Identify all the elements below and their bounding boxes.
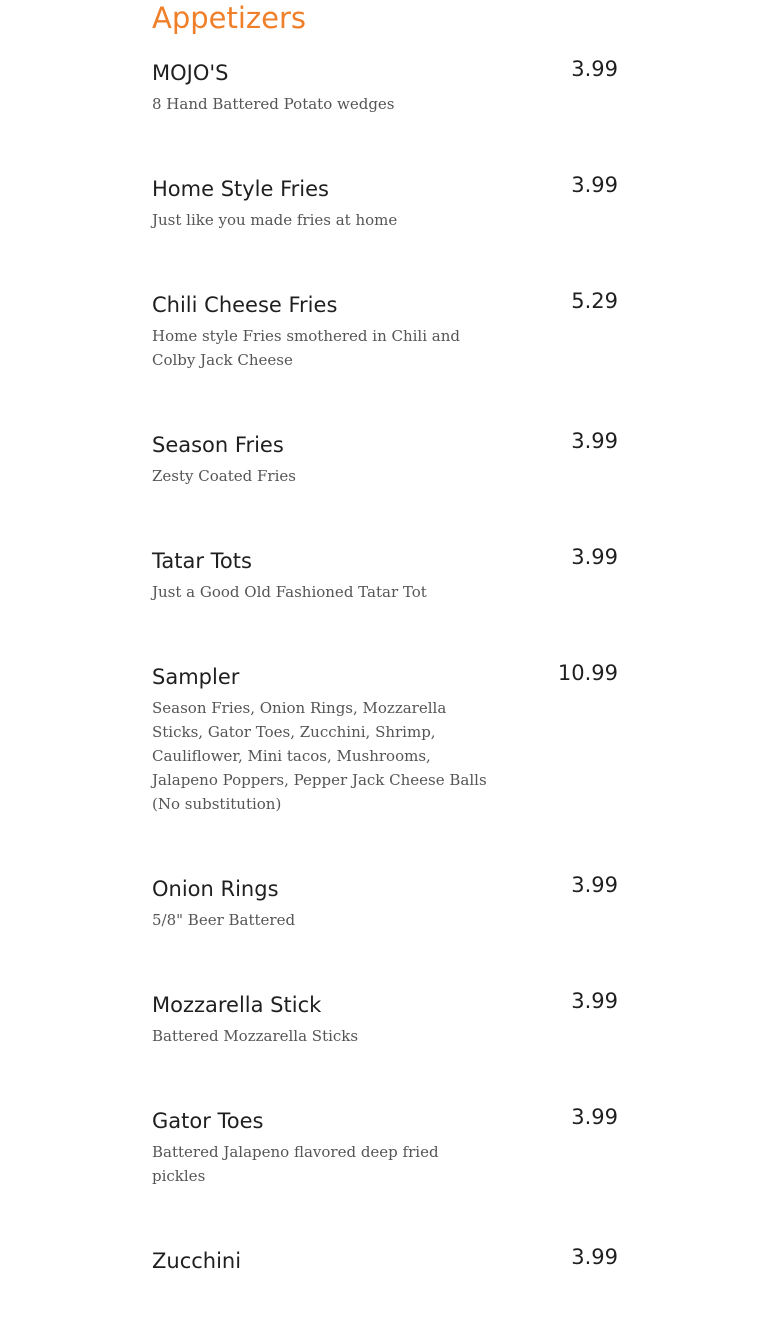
item-price: 10.99: [557, 661, 618, 685]
item-description: 8 Hand Battered Potato wedges: [152, 95, 395, 113]
section-title: Appetizers: [152, 1, 307, 35]
item-description: Battered Jalapeno flavored deep fried pickles: [152, 1143, 439, 1185]
item-price: 3.99: [571, 173, 618, 197]
item-description: Zesty Coated Fries: [152, 467, 296, 485]
menu-item[interactable]: [152, 545, 618, 661]
menu-item[interactable]: [152, 661, 618, 873]
item-name: Home Style Fries: [152, 177, 329, 201]
item-price: 5.29: [571, 289, 618, 313]
item-price: 3.99: [571, 989, 618, 1013]
item-name: Season Fries: [152, 433, 284, 457]
item-description: Battered Mozzarella Sticks: [152, 1027, 359, 1045]
menu-section: [152, 0, 618, 1337]
menu-item[interactable]: [152, 57, 618, 173]
item-description: Season Fries, Onion Rings, Mozzarella Sticks, Gator Toes, Zucchini, Shrimp, Cauliflower, Mini tacos, Mushrooms, Jalapeno Poppers, Pepper Jack Cheese Balls (No substitution): [152, 699, 487, 813]
menu-item[interactable]: [152, 429, 618, 545]
item-price: 3.99: [571, 873, 618, 897]
item-name: Chili Cheese Fries: [152, 293, 338, 317]
item-name: Gator Toes: [152, 1109, 264, 1133]
menu-item[interactable]: [152, 873, 618, 989]
item-price: 3.99: [571, 57, 618, 81]
item-name: Tatar Tots: [152, 549, 252, 573]
item-description: Just a Good Old Fashioned Tatar Tot: [152, 583, 427, 601]
item-description: Home style Fries smothered in Chili and Colby Jack Cheese: [152, 327, 461, 369]
item-price: 3.99: [571, 545, 618, 569]
menu-item[interactable]: [152, 1245, 618, 1337]
item-name: Onion Rings: [152, 877, 279, 901]
item-price: 3.99: [571, 1105, 618, 1129]
menu-item[interactable]: [152, 989, 618, 1105]
item-description: 5/8" Beer Battered: [152, 911, 296, 929]
item-name: Mozzarella Stick: [152, 993, 322, 1017]
menu-item[interactable]: [152, 289, 618, 429]
menu-item[interactable]: [152, 1105, 618, 1245]
item-description: Just like you made fries at home: [152, 211, 398, 229]
menu-item[interactable]: [152, 173, 618, 289]
item-price: 3.99: [571, 429, 618, 453]
item-name: Zucchini: [152, 1249, 242, 1273]
item-name: MOJO'S: [152, 61, 229, 85]
item-name: Sampler: [152, 665, 240, 689]
item-price: 3.99: [571, 1245, 618, 1269]
